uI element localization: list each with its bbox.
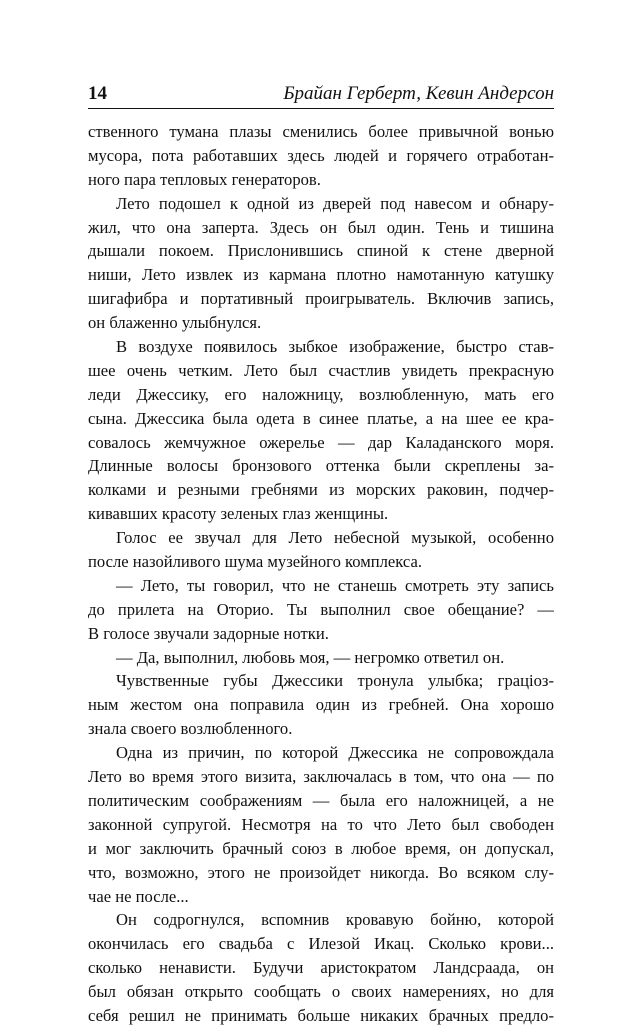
text-line: после назойливого шума музейного комплекса. bbox=[88, 552, 422, 572]
running-head bbox=[88, 82, 554, 109]
text-line: Одна из причин, по которой Джессика не сопровождала bbox=[116, 743, 554, 763]
text-line: — Да, выполнил, любовь моя, — негромко ответил он. bbox=[116, 647, 505, 667]
body-text bbox=[88, 120, 554, 1028]
text-line: Лето во время этого визита, заключалась в том, что она — по bbox=[88, 767, 554, 787]
text-line: кивавших красоту зеленых глаз женщины. bbox=[88, 504, 389, 524]
text-line: Длинные волосы бронзового оттенка были скреплены за- bbox=[88, 456, 554, 476]
text-line: политическим соображениям — была его наложницей, а не bbox=[88, 790, 554, 810]
text-line: он блаженно улыбнулся. bbox=[88, 313, 262, 333]
page-number: 14 bbox=[88, 83, 107, 104]
text-line: чае не после... bbox=[88, 886, 189, 906]
text-line: ным жестом она поправила один из гребней. Она хорошо bbox=[88, 695, 554, 715]
text-line: что, возможно, этого не произойдет никогда. Во всяком слу- bbox=[88, 862, 554, 882]
text-line: законной супругой. Несмотря на то что Лето был свободен bbox=[88, 814, 554, 834]
text-line: В воздухе появилось зыбкое изображение, быстро став- bbox=[116, 337, 554, 357]
text-line: совалось жемчужное ожерелье — дар Каладанского моря. bbox=[88, 432, 554, 452]
text-line: Он содрогнулся, вспомнив кровавую бойню, которой bbox=[116, 910, 554, 930]
text-line: Голос ее звучал для Лето небесной музыкой, особенно bbox=[116, 528, 554, 548]
text-line: В голосе звучали задорные нотки. bbox=[88, 623, 329, 643]
text-line: себя решил не принимать больше никаких брачных предло- bbox=[88, 1005, 554, 1025]
text-line: шигафибра и портативный проигрыватель. Включив запись, bbox=[88, 289, 554, 309]
text-line: Лето подошел к одной из дверей под навесом и обнару- bbox=[116, 193, 554, 213]
text-line: леди Джессику, его наложницу, возлюбленную, мать его bbox=[88, 384, 554, 404]
text-line: знала своего возлюбленного. bbox=[88, 719, 293, 739]
text-line: и мог заключить брачный союз в любое время, он допускал, bbox=[88, 838, 554, 858]
text-line: шее очень четким. Лето был счастлив увидеть прекрасную bbox=[88, 360, 554, 380]
text-line: сына. Джессика была одета в синее платье, а на шее ее кра- bbox=[88, 408, 554, 428]
text-line: ниши, Лето извлек из кармана плотно намотанную катушку bbox=[88, 265, 554, 285]
text-line: окончилась его свадьба с Илезой Икац. Сколько крови... bbox=[88, 934, 554, 954]
text-line: колками и резными гребнями из морских раковин, подчер- bbox=[88, 480, 554, 500]
text-line: дышали покоем. Прислонившись спиной к стене дверной bbox=[88, 241, 554, 261]
text-line: — Лето, ты говорил, что не станешь смотреть эту запись bbox=[116, 575, 554, 595]
text-line: был обязан открыто сообщать о своих намерениях, но для bbox=[88, 982, 554, 1002]
header-authors: Брайан Герберт, Кевин Андерсон bbox=[283, 83, 554, 104]
text-line: ственного тумана плазы сменились более привычной вонью bbox=[88, 122, 554, 141]
text-line: до прилета на Оторио. Ты выполнил свое обещание? — bbox=[88, 599, 554, 619]
text-line: ного пара тепловых генераторов. bbox=[88, 169, 321, 189]
text-line: Чувственные губы Джессики тронула улыбка; грацioз- bbox=[116, 671, 554, 691]
text-line: сколько ненависти. Будучи аристократом Ландсраада, он bbox=[88, 958, 554, 978]
text-line: мусора, пота работавших здесь людей и горячего отработан- bbox=[88, 145, 554, 165]
text-line: жил, что она заперта. Здесь он был один. Тень и тишина bbox=[88, 217, 554, 237]
